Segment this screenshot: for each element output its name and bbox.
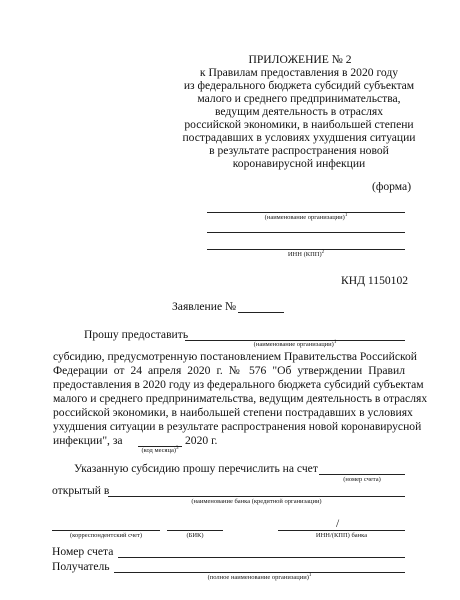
bank-inn-field[interactable] [278, 530, 405, 531]
body-line: ухудшения ситуации в результате распространения новой коронавирусной [53, 420, 422, 433]
body-line: субсидию, предусмотренную постановлением Правительства Российской [53, 350, 418, 363]
org-name-line-2[interactable] [207, 232, 405, 233]
transfer-label: Указанную субсидию прошу перечислить на счет [74, 462, 318, 475]
body-line: российской экономики, в наибольшей степени пострадавших в условиях [53, 406, 413, 419]
appendix-line: из федерального бюджета субсидий субъектам [183, 79, 415, 92]
opened-label: открытый в [52, 484, 110, 497]
org-name-line[interactable] [207, 212, 405, 213]
appendix-line: к Правилам предоставления в 2020 году [199, 66, 399, 79]
recipient-field[interactable] [114, 572, 405, 573]
year-suffix: 2020 г. [185, 434, 218, 447]
body-line: малого и среднего предпринимательства, ведущим деятельность в отраслях [53, 392, 428, 405]
bank-inn-caption: ИНН/(КПП) банка [315, 532, 368, 539]
statement-label: Заявление № [172, 300, 237, 313]
bik-caption: (БИК) [186, 532, 204, 539]
body-line: Федерации от 24 апреля 2020 г. № 576 "Об утверждении Правил [53, 364, 405, 377]
appendix-line: пострадавших в условиях ухудшения ситуации [182, 131, 416, 144]
bank-name-caption: (наименование банка (кредитной организации) [191, 498, 322, 505]
bik-field[interactable] [167, 530, 223, 531]
bank-name-field[interactable] [108, 496, 405, 497]
account-number-field[interactable] [319, 474, 405, 475]
appendix-line: российской экономики, в наибольшей степени [184, 118, 414, 131]
account-number-line[interactable] [118, 557, 405, 558]
recipient-label: Получатель [52, 560, 110, 573]
recipient-caption: (полное наименование организации)$^1$ [207, 572, 312, 581]
correspondent-account-caption: (корреспондентский счет) [69, 532, 142, 539]
appendix-line: в результате распространения новой [209, 144, 389, 157]
org-name-caption: (наименование организации)$^1$ [264, 212, 348, 221]
statement-number-field[interactable] [238, 312, 284, 313]
correspondent-account-field[interactable] [52, 530, 160, 531]
form-label: (форма) [372, 180, 412, 193]
request-org-caption: (наименование организации)$^1$ [253, 339, 337, 348]
appendix-line: коронавирусной инфекции [232, 157, 366, 170]
account-number-caption: (номер счета) [343, 476, 381, 483]
inn-line[interactable] [207, 249, 405, 250]
inn-caption: ИНН (КПП)$^2$ [287, 249, 325, 258]
appendix-title: ПРИЛОЖЕНИЕ № 2 [248, 53, 352, 66]
appendix-line: малого и среднего предпринимательства, [197, 92, 401, 105]
knd-code: КНД 1150102 [341, 274, 409, 287]
appendix-line: ведущим деятельность в отраслях [214, 105, 384, 118]
month-code-caption: (код месяца)$^3$ [141, 445, 179, 454]
bank-inn-slash: / [336, 517, 340, 530]
request-label: Прошу предоставить [84, 328, 189, 341]
account-number-label: Номер счета [52, 545, 114, 558]
body-last-line-prefix: инфекции", за [53, 434, 123, 447]
body-line: предоставления в 2020 году из федерального бюджета субсидий субъектам [53, 378, 424, 391]
